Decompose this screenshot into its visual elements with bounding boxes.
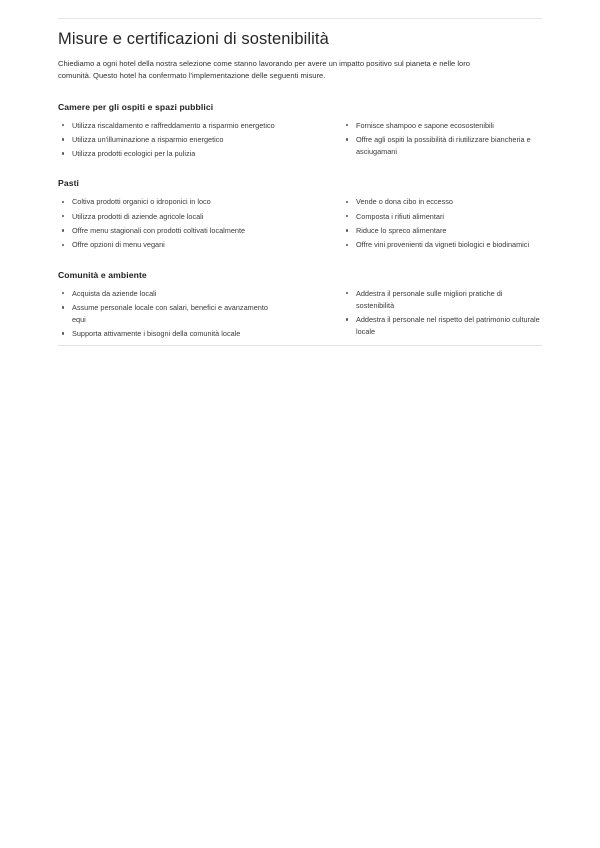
list-item: Supporta attivamente i bisogni della comunità locale — [58, 328, 277, 340]
section-community-environment — [58, 270, 542, 343]
list-item: Assume personale locale con salari, benefici e avanzamento equi — [58, 302, 277, 326]
section-column-left — [58, 120, 300, 163]
section-column-right — [300, 120, 542, 163]
divider-bottom — [58, 345, 542, 346]
page-title: Misure e certificazioni di sostenibilità — [58, 30, 329, 48]
list-item: Offre menu stagionali con prodotti coltivati localmente — [58, 225, 277, 237]
section-guest-rooms — [58, 102, 542, 163]
list-item: Addestra il personale nel rispetto del patrimonio culturale locale — [342, 314, 542, 338]
measure-list — [342, 120, 542, 158]
document-content — [58, 30, 542, 342]
list-item: Vende o dona cibo in eccesso — [342, 196, 542, 208]
section-column-left — [58, 196, 300, 253]
list-item: Addestra il personale sulle migliori pratiche di sostenibilità — [342, 288, 542, 312]
section-title: Camere per gli ospiti e spazi pubblici — [58, 101, 214, 112]
list-item: Offre vini provenienti da vigneti biologici e biodinamici — [342, 239, 542, 251]
section-title: Comunità e ambiente — [58, 269, 147, 280]
list-item: Utilizza riscaldamento e raffreddamento a risparmio energetico — [58, 120, 277, 132]
measure-list — [58, 196, 300, 251]
section-column-left — [58, 288, 300, 343]
section-column-right — [300, 196, 542, 253]
list-item: Utilizza prodotti ecologici per la pulizia — [58, 148, 277, 160]
measure-list — [58, 120, 300, 160]
section-meals — [58, 178, 542, 253]
section-columns — [58, 120, 542, 163]
section-columns — [58, 196, 542, 253]
intro-paragraph: Chiediamo a ogni hotel della nostra selezione come stanno lavorando per avere un impatto positivo sul pianeta e nelle loro comunità. Questo hotel ha confermato l'implementazione delle seguenti misure. — [58, 59, 471, 80]
list-item: Composta i rifiuti alimentari — [342, 211, 542, 223]
list-item: Fornisce shampoo e sapone ecosostenibili — [342, 120, 542, 132]
list-item: Coltiva prodotti organici o idroponici in loco — [58, 196, 277, 208]
section-title: Pasti — [58, 178, 80, 189]
measure-list — [342, 196, 542, 251]
list-item: Utilizza prodotti di aziende agricole locali — [58, 211, 277, 223]
measure-list — [342, 288, 542, 338]
divider-top — [58, 18, 542, 19]
list-item: Acquista da aziende locali — [58, 288, 277, 300]
section-columns — [58, 288, 542, 343]
section-column-right — [300, 288, 542, 343]
measure-list — [58, 288, 300, 340]
list-item: Riduce lo spreco alimentare — [342, 225, 542, 237]
list-item: Offre opzioni di menu vegani — [58, 239, 277, 251]
list-item: Utilizza un'illuminazione a risparmio energetico — [58, 134, 277, 146]
list-item: Offre agli ospiti la possibilità di riutilizzare biancheria e asciugamani — [342, 134, 542, 158]
